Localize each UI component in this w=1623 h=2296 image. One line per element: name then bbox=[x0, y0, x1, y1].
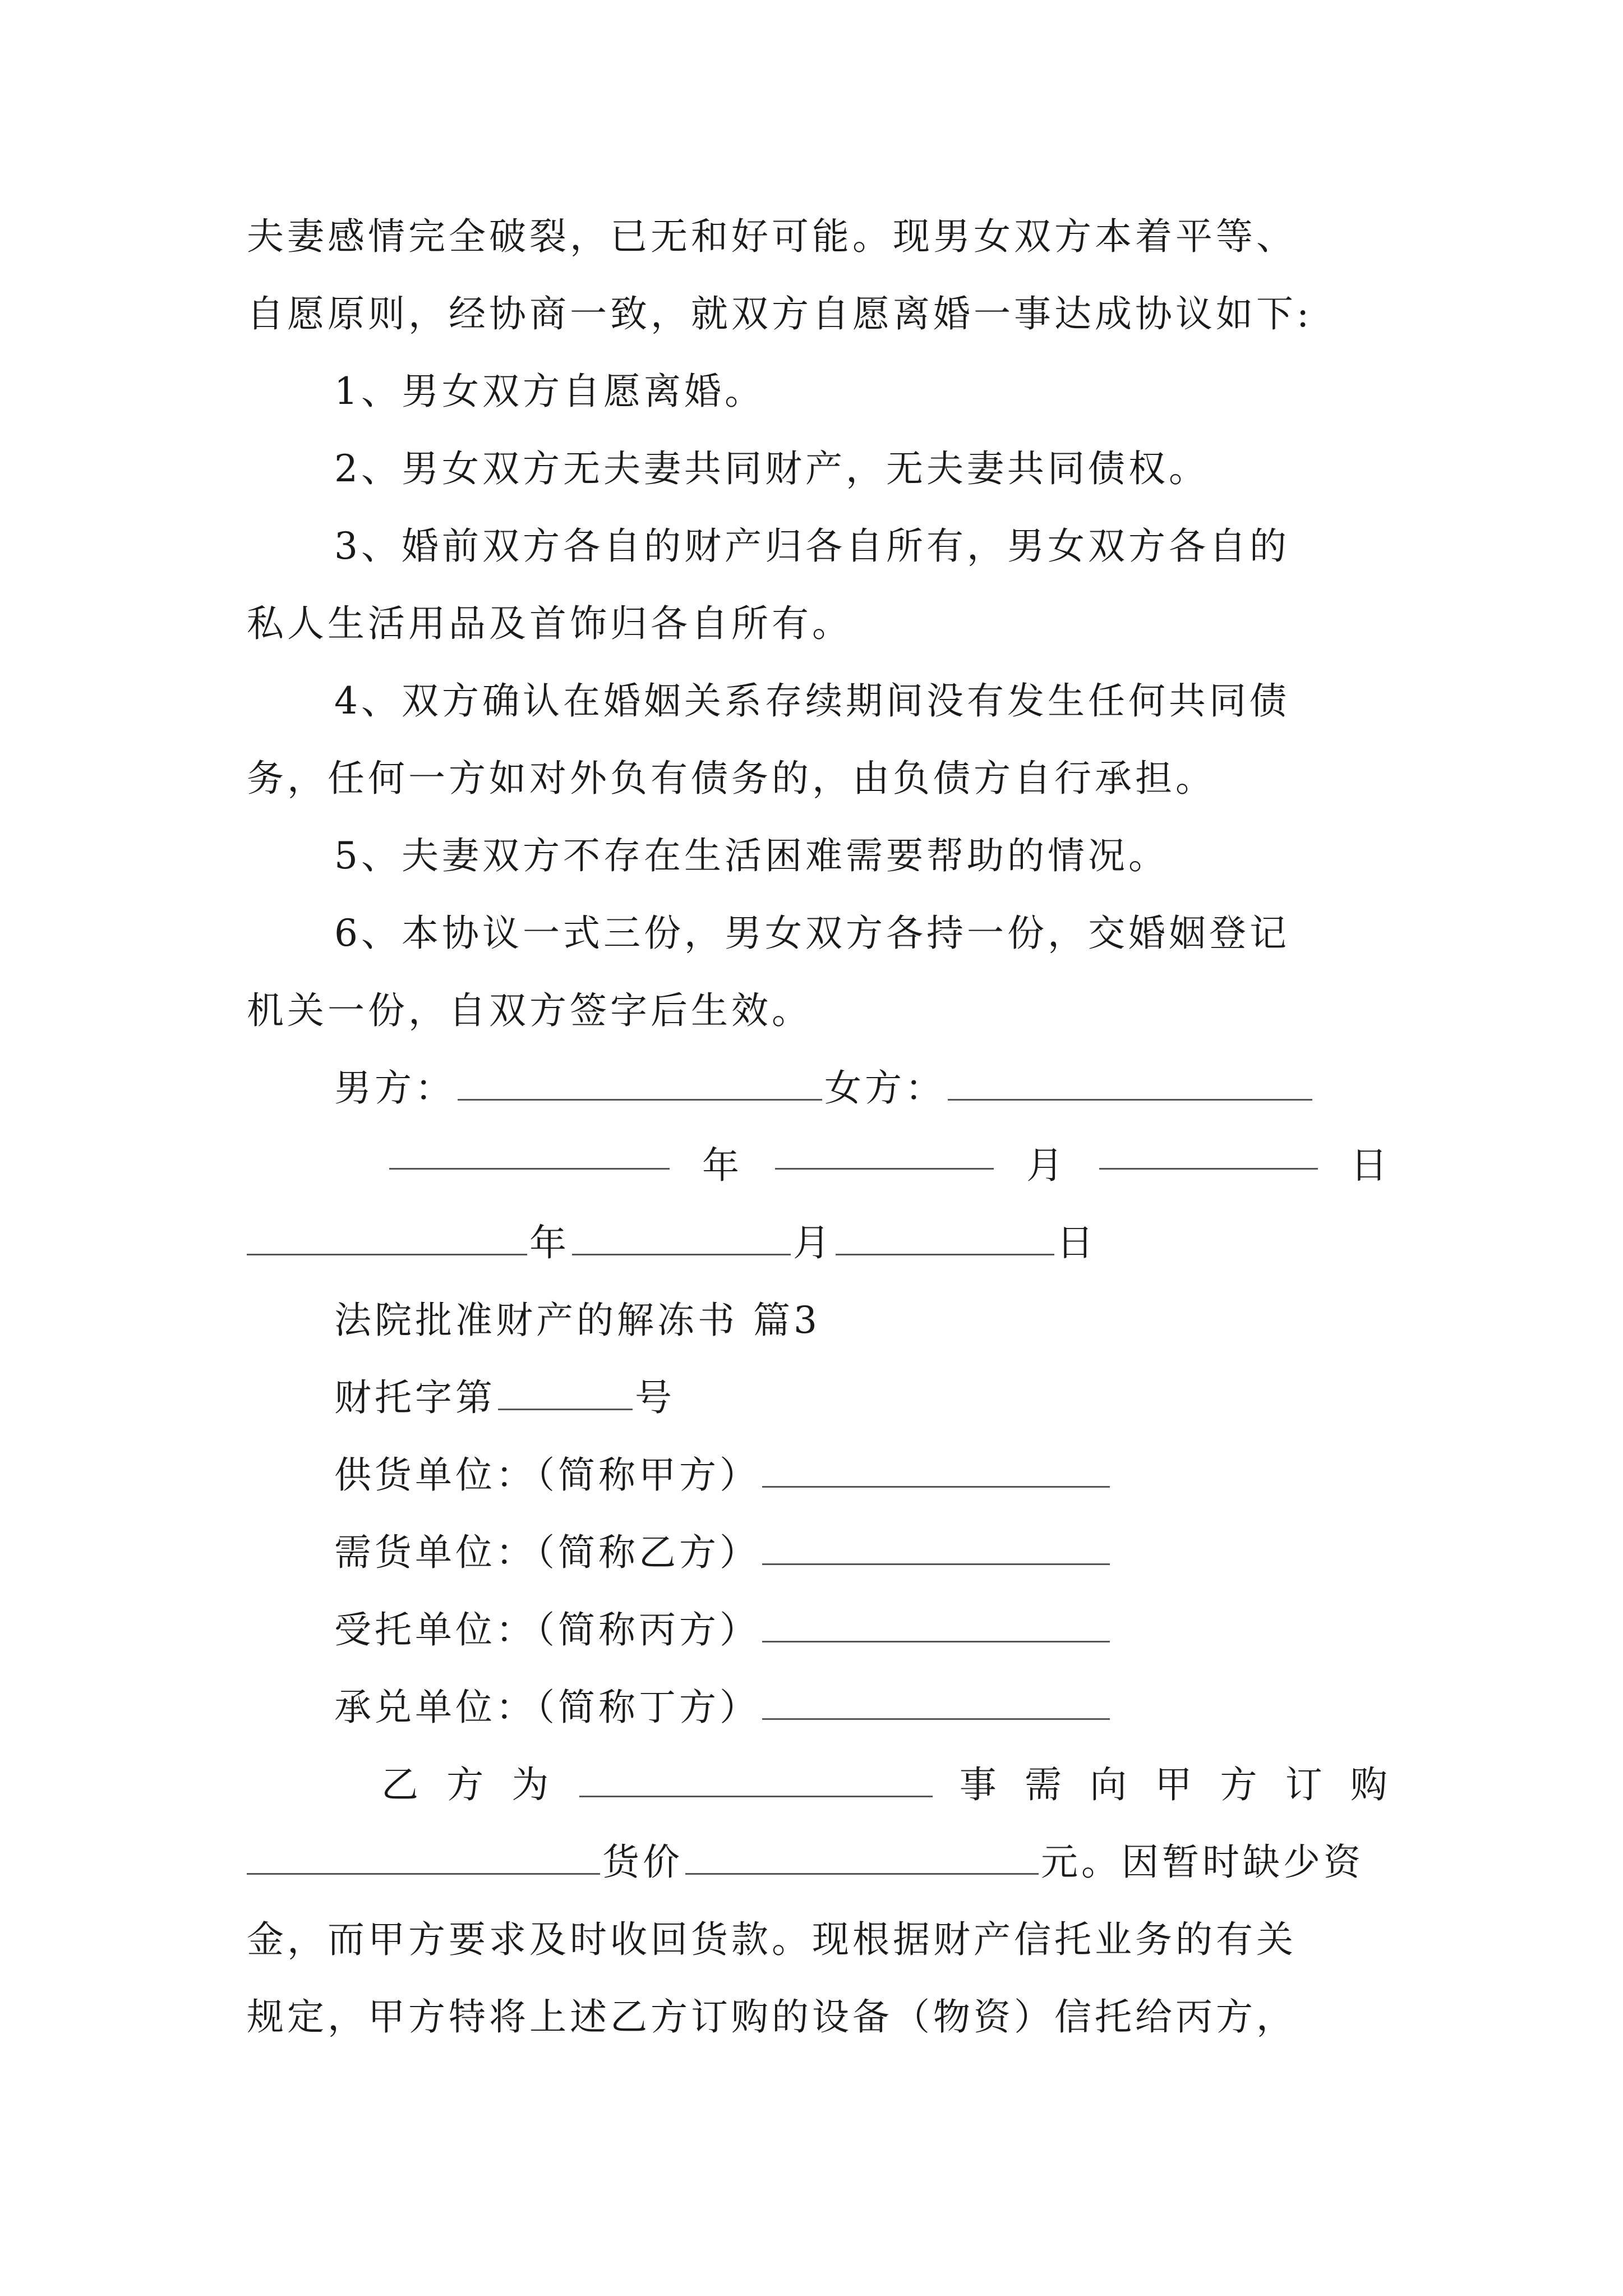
clause-2: 2、男女双方无夫妻共同财产，无夫妻共同债权。 bbox=[334, 447, 1209, 490]
purpose-blank[interactable] bbox=[579, 1760, 933, 1797]
trustee-blank[interactable] bbox=[762, 1605, 1110, 1642]
clause-1: 1、男女双方自愿离婚。 bbox=[334, 370, 765, 413]
clause-5: 5、夫妻双方不存在生活困难需要帮助的情况。 bbox=[334, 834, 1169, 877]
trustee-line bbox=[334, 1596, 1478, 1664]
text-line: 私人生活用品及首饰归各自所有。 bbox=[247, 602, 852, 645]
date-line-1 bbox=[387, 1132, 1391, 1199]
price-line bbox=[247, 1829, 1391, 1896]
order-line bbox=[381, 1751, 1391, 1819]
price-suffix: 元。因暂时缺少资 bbox=[1041, 1841, 1364, 1884]
buyer-line bbox=[334, 1519, 1478, 1586]
section-heading: 法院批准财产的解冻书 篇3 bbox=[334, 1299, 820, 1342]
char: 向 bbox=[1090, 1763, 1131, 1806]
year-label: 年 bbox=[529, 1221, 570, 1264]
month-label: 月 bbox=[1026, 1144, 1067, 1187]
text-line: 规定，甲方特将上述乙方订购的设备（物资）信托给丙方， bbox=[247, 1995, 1297, 2039]
text-line: 机关一份，自双方签字后生效。 bbox=[247, 989, 812, 1032]
female-label: 女方： bbox=[824, 1066, 946, 1110]
char: 为 bbox=[511, 1763, 552, 1806]
text-line: 金，而甲方要求及时收回货款。现根据财产信托业务的有关 bbox=[247, 1918, 1297, 1961]
year-blank[interactable] bbox=[247, 1218, 527, 1255]
acceptor-label: 承兑单位：（简称丁方） bbox=[334, 1686, 760, 1729]
supplier-blank[interactable] bbox=[762, 1450, 1110, 1488]
goods-blank[interactable] bbox=[247, 1837, 600, 1875]
female-signature-blank[interactable] bbox=[948, 1063, 1312, 1101]
male-label: 男方： bbox=[334, 1066, 455, 1110]
day-label: 日 bbox=[1057, 1221, 1097, 1264]
ref-suffix: 号 bbox=[635, 1376, 675, 1419]
supplier-label: 供货单位：（简称甲方） bbox=[334, 1453, 760, 1497]
char: 方 bbox=[1220, 1763, 1261, 1806]
price-label: 货价 bbox=[602, 1841, 683, 1884]
char: 事 bbox=[959, 1763, 1000, 1806]
year-blank[interactable] bbox=[389, 1132, 670, 1170]
text-line: 夫妻感情完全破裂，已无和好可能。现男女双方本着平等、 bbox=[247, 215, 1297, 258]
clause-4: 4、双方确认在婚姻关系存续期间没有发生任何共同债 bbox=[334, 679, 1290, 723]
day-blank[interactable] bbox=[1099, 1132, 1318, 1170]
month-label: 月 bbox=[793, 1221, 833, 1264]
signature-line bbox=[334, 1055, 1478, 1122]
day-blank[interactable] bbox=[836, 1218, 1054, 1255]
char: 需 bbox=[1024, 1763, 1065, 1806]
text-line: 务，任何一方如对外负有债务的，由负债方自行承担。 bbox=[247, 757, 1216, 800]
ref-number-blank[interactable] bbox=[498, 1373, 633, 1410]
char: 购 bbox=[1350, 1763, 1391, 1806]
acceptor-line bbox=[334, 1674, 1478, 1741]
year-label: 年 bbox=[702, 1144, 743, 1187]
buyer-label: 需货单位：（简称乙方） bbox=[334, 1531, 760, 1574]
text-line: 自愿原则，经协商一致，就双方自愿离婚一事达成协议如下: bbox=[247, 292, 1313, 335]
char: 乙 bbox=[381, 1763, 422, 1806]
day-label: 日 bbox=[1350, 1144, 1391, 1187]
acceptor-blank[interactable] bbox=[762, 1682, 1110, 1720]
char: 方 bbox=[446, 1763, 487, 1806]
char: 订 bbox=[1285, 1763, 1326, 1806]
price-blank[interactable] bbox=[685, 1837, 1039, 1875]
char: 甲 bbox=[1155, 1763, 1196, 1806]
clause-3: 3、婚前双方各自的财产归各自所有，男女双方各自的 bbox=[334, 524, 1290, 568]
supplier-line bbox=[334, 1442, 1478, 1509]
month-blank[interactable] bbox=[572, 1218, 791, 1255]
reference-number-line bbox=[334, 1364, 1478, 1432]
buyer-blank[interactable] bbox=[762, 1527, 1110, 1565]
male-signature-blank[interactable] bbox=[458, 1063, 822, 1101]
clause-6: 6、本协议一式三份，男女双方各持一份，交婚姻登记 bbox=[334, 912, 1290, 955]
trustee-label: 受托单位：（简称丙方） bbox=[334, 1608, 760, 1651]
month-blank[interactable] bbox=[775, 1132, 994, 1170]
date-line-2 bbox=[247, 1209, 1391, 1277]
ref-prefix: 财托字第 bbox=[334, 1376, 496, 1419]
